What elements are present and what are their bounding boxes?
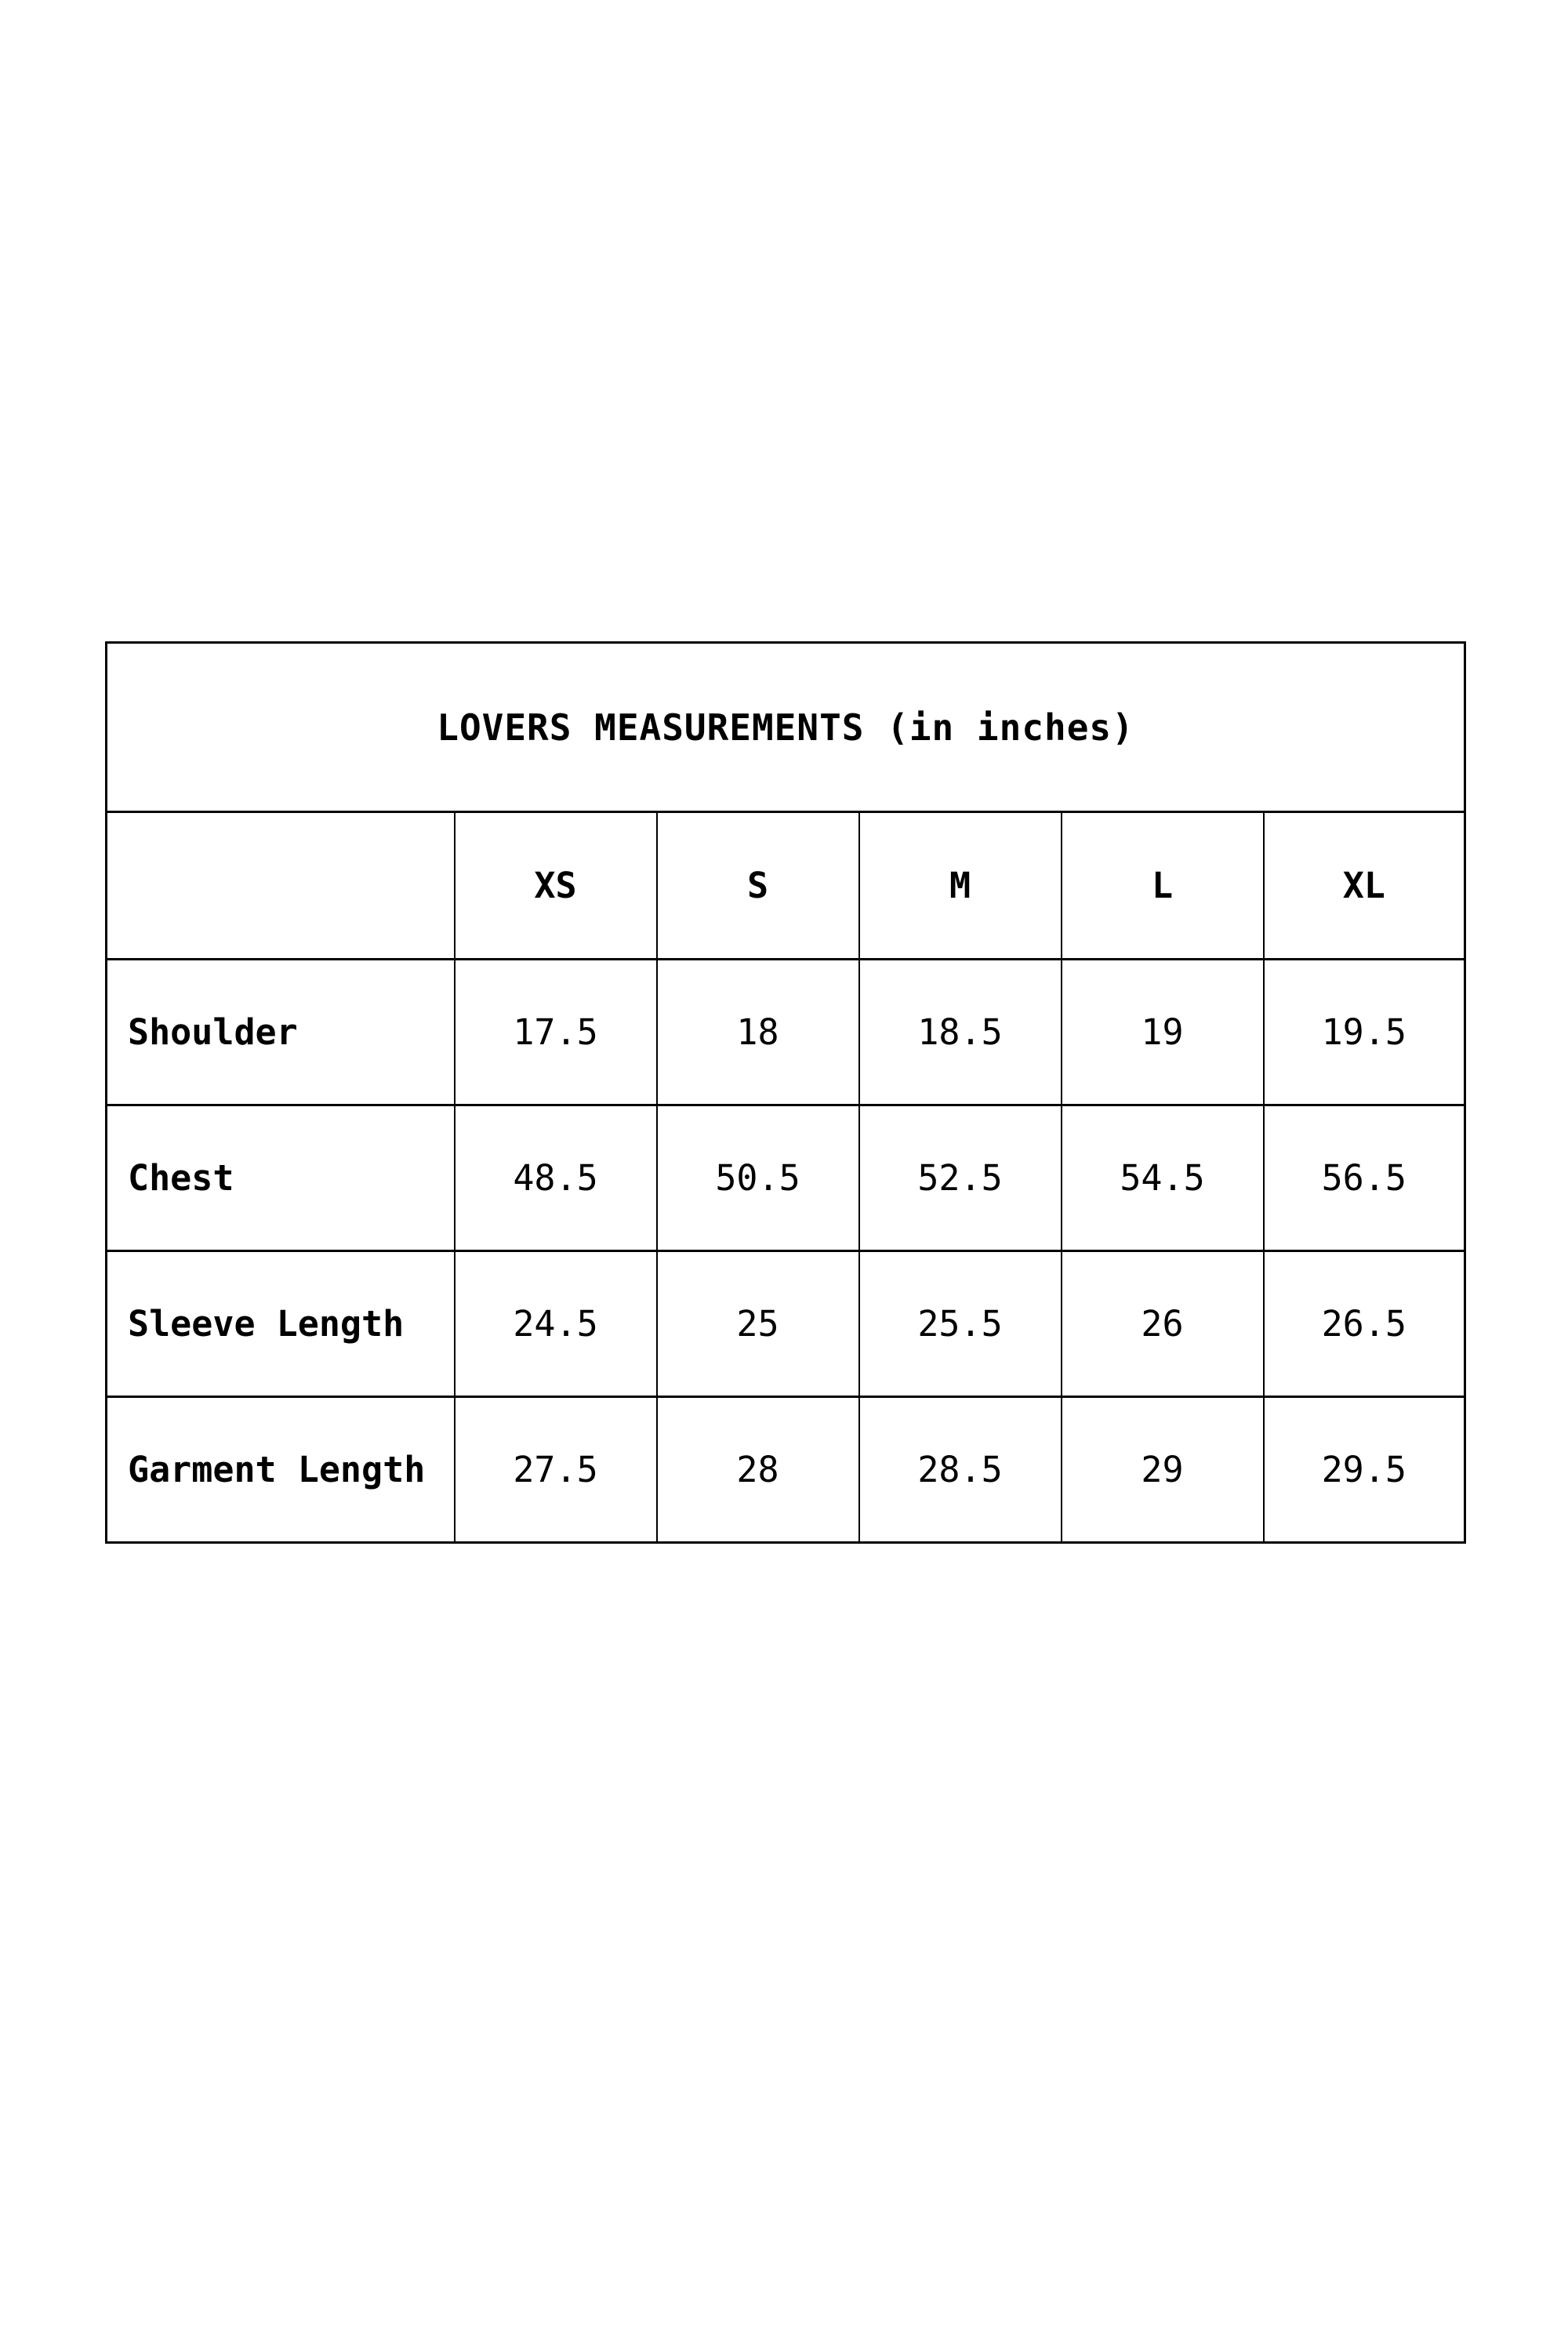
- cell-value: 28.5: [859, 1397, 1062, 1543]
- row-label: Sleeve Length: [107, 1251, 455, 1397]
- size-header-l: L: [1062, 812, 1264, 960]
- cell-value: 27.5: [455, 1397, 657, 1543]
- size-chart-table: [105, 641, 1466, 1544]
- cell-value: 29.5: [1264, 1397, 1465, 1543]
- cell-value: 26: [1062, 1251, 1264, 1397]
- size-header-m: M: [859, 812, 1062, 960]
- table-row-chest: [107, 1105, 1465, 1251]
- cell-value: 19: [1062, 960, 1264, 1105]
- row-label: Garment Length: [107, 1397, 455, 1543]
- cell-value: 25: [657, 1251, 859, 1397]
- title-row: [107, 643, 1465, 812]
- cell-value: 28: [657, 1397, 859, 1543]
- table-title: LOVERS MEASUREMENTS (in inches): [107, 643, 1465, 812]
- cell-value: 29: [1062, 1397, 1264, 1543]
- table-row-shoulder: [107, 960, 1465, 1105]
- size-header-s: S: [657, 812, 859, 960]
- cell-value: 48.5: [455, 1105, 657, 1251]
- row-label: Chest: [107, 1105, 455, 1251]
- size-header-xs: XS: [455, 812, 657, 960]
- cell-value: 18: [657, 960, 859, 1105]
- cell-value: 25.5: [859, 1251, 1062, 1397]
- size-header-xl: XL: [1264, 812, 1465, 960]
- cell-value: 56.5: [1264, 1105, 1465, 1251]
- cell-value: 54.5: [1062, 1105, 1264, 1251]
- cell-value: 50.5: [657, 1105, 859, 1251]
- cell-value: 17.5: [455, 960, 657, 1105]
- table-row-garment-length: [107, 1397, 1465, 1543]
- size-header-row: [107, 812, 1465, 960]
- cell-value: 18.5: [859, 960, 1062, 1105]
- cell-value: 26.5: [1264, 1251, 1465, 1397]
- corner-cell: [107, 812, 455, 960]
- cell-value: 19.5: [1264, 960, 1465, 1105]
- table-row-sleeve-length: [107, 1251, 1465, 1397]
- cell-value: 52.5: [859, 1105, 1062, 1251]
- row-label: Shoulder: [107, 960, 455, 1105]
- cell-value: 24.5: [455, 1251, 657, 1397]
